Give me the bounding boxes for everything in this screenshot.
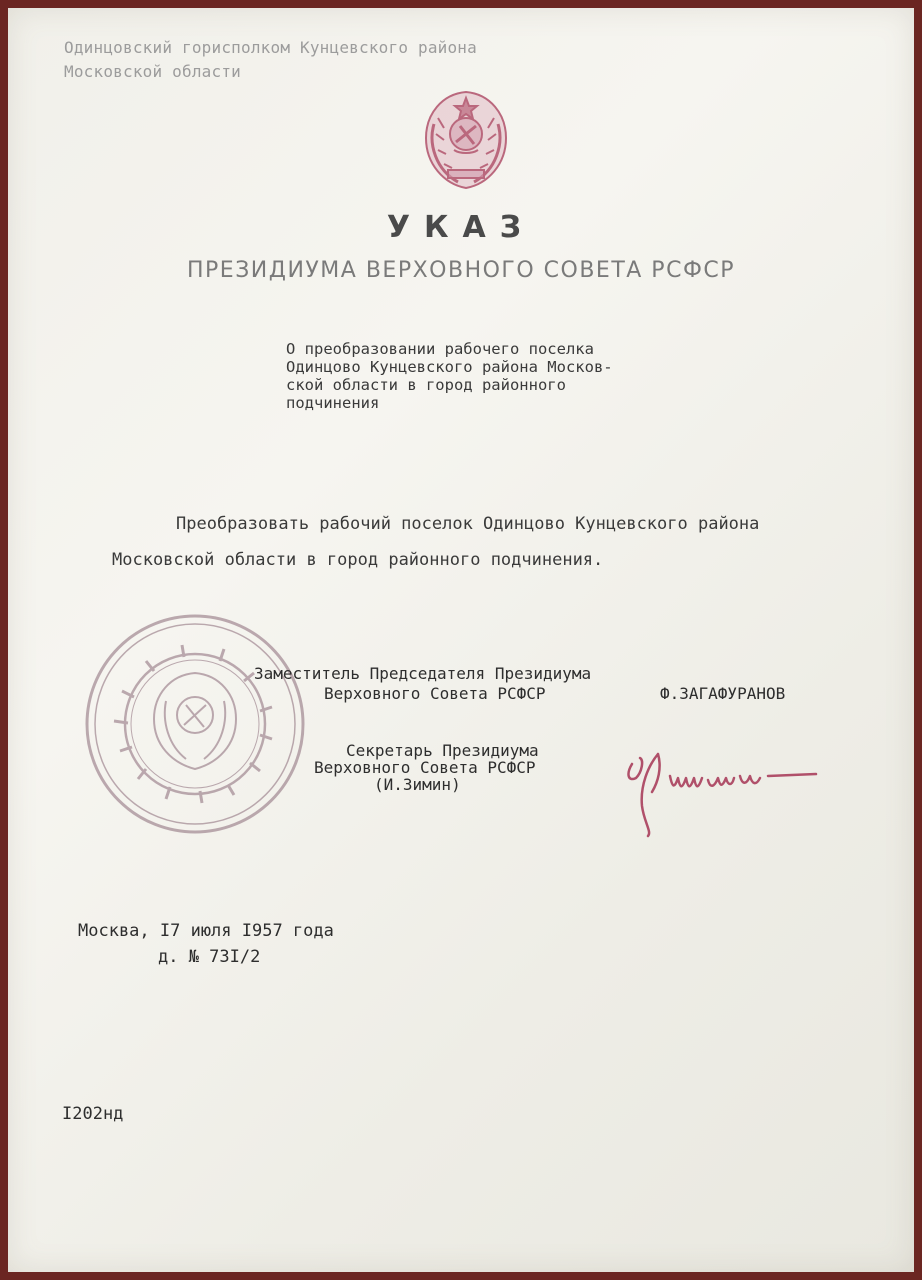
- signatory-1-title-line-2: Верховного Совета РСФСР: [324, 684, 546, 703]
- signatory-2-block: [314, 742, 539, 793]
- heading-line: О преобразовании рабочего поселка: [286, 340, 594, 358]
- addressee-stamp: [64, 36, 477, 84]
- document-page: [8, 8, 914, 1272]
- addressee-line-1: Одинцовский горисполком Кунцевского района: [64, 38, 477, 57]
- body-line-2: Московской области в город районного подчинения.: [112, 550, 604, 570]
- addressee-line-2: Московской области: [64, 62, 241, 81]
- decree-title: УКАЗ: [386, 210, 536, 245]
- presidium-seal-icon: [82, 611, 308, 837]
- signatory-2-title-line-1: Секретарь Президиума: [346, 741, 539, 760]
- decree-subtitle: ПРЕЗИДИУМА ВЕРХОВНОГО СОВЕТА РСФСР: [186, 258, 736, 283]
- decree-date: Москва, I7 июля I957 года: [78, 921, 334, 941]
- rsfsr-coat-of-arms-icon: [414, 84, 518, 194]
- decree-body: [112, 506, 872, 578]
- decree-heading: [286, 340, 613, 412]
- heading-line: Одинцово Кунцевского района Москов-: [286, 358, 613, 376]
- signatory-2-title-line-2: Верховного Совета РСФСР: [314, 758, 536, 777]
- heading-line: ской области в город районного: [286, 376, 566, 394]
- heading-line: подчинения: [286, 394, 380, 412]
- signatory-1-title: [254, 664, 591, 704]
- signatory-2-name: (И.Зимин): [374, 775, 461, 794]
- handwritten-signature: [618, 746, 818, 838]
- body-line-1: Преобразовать рабочий поселок Одинцово Кунцевского района: [176, 514, 760, 534]
- signatory-1-title-line-1: Заместитель Председателя Президиума: [254, 664, 592, 683]
- decree-number: д. № 73I/2: [158, 947, 261, 967]
- place-and-date: [78, 918, 334, 970]
- signatory-1-name: Ф.ЗАГАФУРАНОВ: [660, 684, 786, 703]
- document-code: I202нд: [62, 1104, 124, 1124]
